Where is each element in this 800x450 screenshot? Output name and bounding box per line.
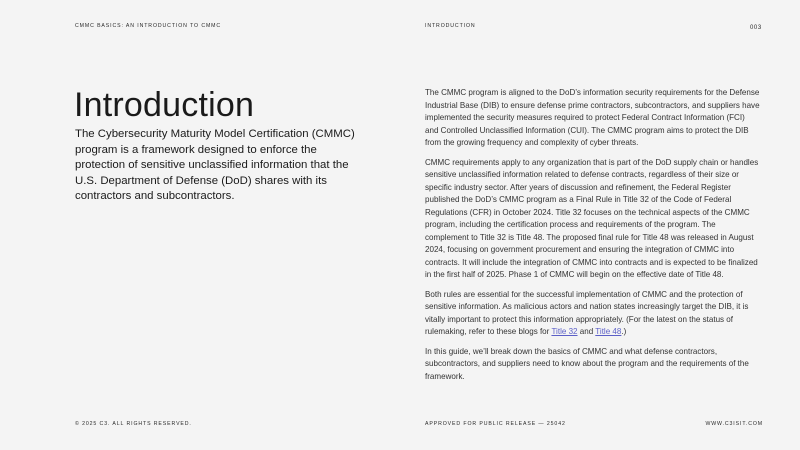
running-header: CMMC BASICS: AN INTRODUCTION TO CMMC: [75, 23, 222, 29]
page-title: Introduction: [74, 86, 255, 124]
paragraph-3-and: and: [577, 327, 596, 336]
title-32-link[interactable]: Title 32: [551, 327, 578, 336]
body-paragraph-3: [425, 289, 760, 339]
body-column: [425, 87, 760, 390]
paragraph-3-text: Both rules are essential for the successful implementation of CMMC and the protection of sensitive information. As malicious actors and nation states increasingly target the DIB, it is vitally important to protect this information appropriately. (For the latest on the status of rulemaking, refer to these blogs for: [425, 289, 749, 336]
section-label: INTRODUCTION: [425, 23, 476, 29]
body-paragraph-4: In this guide, we’ll break down the basics of CMMC and what defense contractors, subcontractors, and suppliers need to know about the program and the requirements of the framework.: [425, 346, 749, 381]
paragraph-3-end: .): [621, 327, 627, 336]
body-paragraph-1: The CMMC program is aligned to the DoD’s information security requirements for the Defense Industrial Base (DIB) to ensure defense prime contractors, subcontractors, and suppliers have implemented the security measures required to protect Federal Contract Information (FCI) and Controlled Unclassified Information (CUI). The CMMC program aims to protect the DIB from the growing frequency and complexity of cyber threats.: [425, 88, 760, 147]
body-paragraph-2: CMMC requirements apply to any organization that is part of the DoD supply chain or handles sensitive unclassified information related to defense contracts, regardless of their size or specific industry sector. After years of discussion and refinement, the Federal Register published the DoD’s CMMC program as a Final Rule in Title 32 of the Code of Federal Regulations (CFR) in October 2024. Title 32 focuses on the technical aspects of the CMMC program, including the certification process and requirements of the program. The complement to Title 32 is Title 48. The proposed final rule for Title 48 was released in August 2024, focusing on government procurement and ensuring the integration of CMMC into contracts. It will include the integration of CMMC into contracts and is expected to be finalized in the first half of 2025. Phase 1 of CMMC will begin on the effective date of Title 48.: [425, 157, 759, 279]
website-footer: WWW.C3ISIT.COM: [705, 421, 763, 427]
page-number: 003: [750, 25, 762, 31]
title-48-link[interactable]: Title 48: [595, 327, 622, 336]
copyright-footer: © 2025 C3. ALL RIGHTS RESERVED.: [75, 421, 192, 427]
release-footer: APPROVED FOR PUBLIC RELEASE — 25042: [425, 421, 566, 427]
lead-paragraph: The Cybersecurity Maturity Model Certification (CMMC) program is a framework designed to enforce the protection of sensitive unclassified information that the U.S. Department of Defense (DoD) shares with its contractors and subcontractors.: [75, 128, 355, 203]
